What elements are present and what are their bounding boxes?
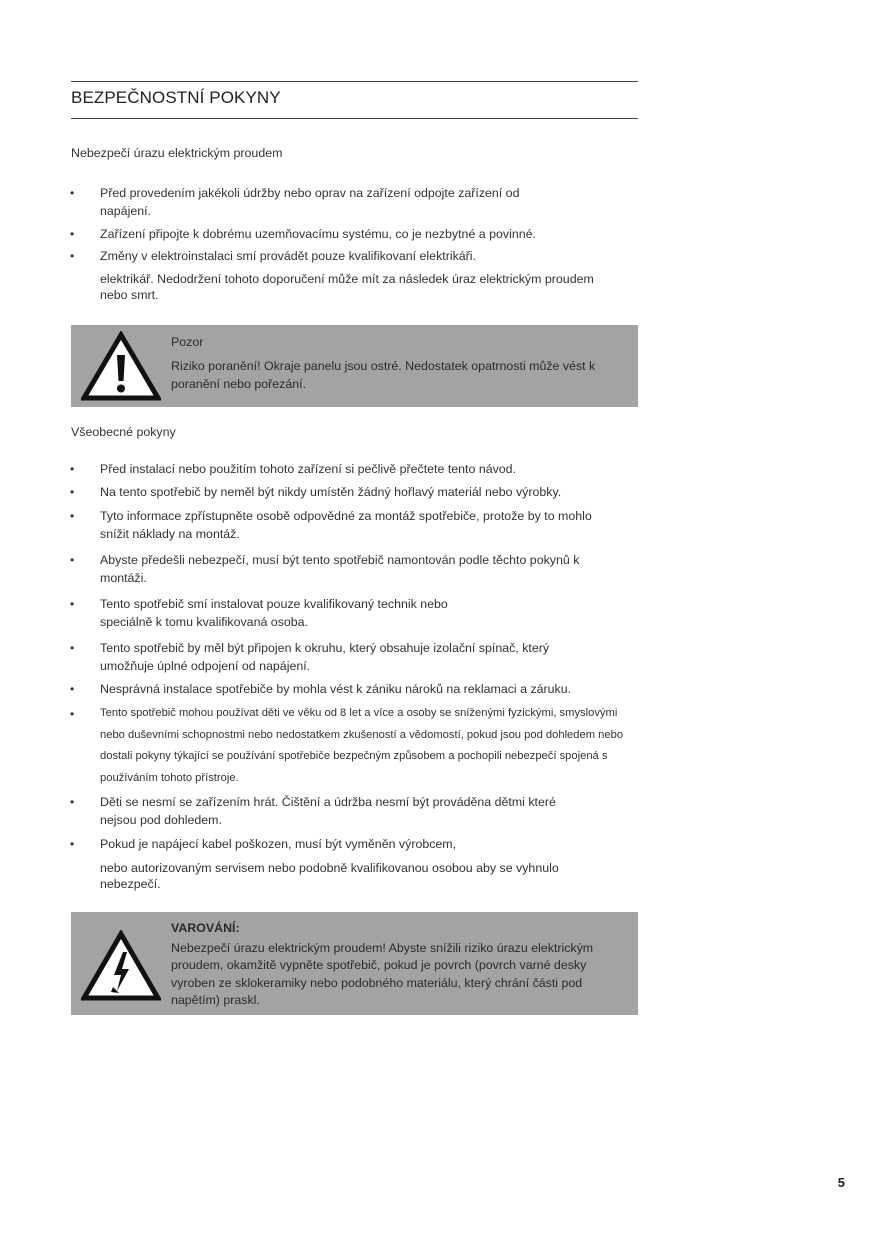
bullet-icon: • bbox=[70, 707, 75, 721]
list-item: Před provedením jakékoli údržby nebo oprav na zařízení odpojte zařízení od napájení. bbox=[100, 186, 520, 218]
page-title: BEZPEČNOSTNÍ POKYNY bbox=[71, 88, 281, 107]
list-item: Změny v elektroinstalaci smí provádět pouze kvalifikovaní elektrikáři. bbox=[100, 249, 477, 263]
caution-text: Riziko poranění! Okraje panelu jsou ostré. Nedostatek opatrnosti může vést k poranění nebo pořezání. bbox=[171, 359, 596, 391]
bullet-icon: • bbox=[70, 227, 75, 241]
list-item: Tento spotřebič mohou používat děti ve věku od 8 let a více a osoby se sníženými fyzickými, smyslovými nebo duševními schopnostmi nebo nedostatkem zkušeností a vědomostí, pokud jsou pod dohledem nebo dostali pokyny týkající se používání spotřebiče bezpečným způsobem a pochopili nebezpečí spojená s používáním tohoto přístroje. bbox=[100, 707, 624, 784]
list-item: Tento spotřebič smí instalovat pouze kvalifikovaný technik nebo speciálně k tomu kvalifikovaná osoba. bbox=[100, 597, 448, 629]
caution-box bbox=[71, 325, 638, 407]
list-item: Na tento spotřebič by neměl být nikdy umístěn žádný hořlavý materiál nebo výrobky. bbox=[100, 485, 562, 499]
bullet-icon: • bbox=[70, 597, 75, 611]
list-item: Děti se nesmí se zařízením hrát. Čištění a údržba nesmí být prováděna dětmi které nejsou pod dohledem. bbox=[100, 795, 556, 827]
list-continuation: nebo autorizovaným servisem nebo podobně kvalifikovanou osobou aby se vyhnulo nebezpečí. bbox=[100, 861, 559, 891]
caution-heading: Pozor bbox=[171, 335, 204, 349]
caution-content bbox=[171, 333, 626, 393]
warning-box bbox=[71, 912, 638, 1015]
list-item: Zařízení připojte k dobrému uzemňovacímu systému, co je nezbytné a povinné. bbox=[100, 227, 536, 241]
title-top-rule bbox=[71, 81, 638, 82]
electric-hazard-triangle-icon bbox=[81, 930, 161, 1007]
title-bottom-rule bbox=[71, 118, 638, 119]
warning-content bbox=[171, 920, 626, 1010]
warning-heading: VAROVÁNÍ: bbox=[171, 921, 240, 935]
list-item: Tento spotřebič by měl být připojen k okruhu, který obsahuje izolační spínač, který umožňuje úplné odpojení od napájení. bbox=[100, 641, 550, 673]
bullet-icon: • bbox=[70, 509, 75, 523]
section-heading-general: Všeobecné pokyny bbox=[71, 425, 176, 439]
list-continuation: elektrikář. Nedodržení tohoto doporučení může mít za následek úraz elektrickým proudem nebo smrt. bbox=[100, 272, 594, 302]
section-heading-electric: Nebezpečí úrazu elektrickým proudem bbox=[71, 146, 283, 160]
page-number: 5 bbox=[837, 1175, 845, 1190]
bullet-icon: • bbox=[70, 186, 75, 200]
bullet-icon: • bbox=[70, 485, 75, 499]
bullet-icon: • bbox=[70, 249, 75, 263]
list-item: Abyste předešli nebezpečí, musí být tento spotřebič namontován podle těchto pokynů k montáži. bbox=[100, 553, 580, 585]
exclamation-triangle-icon bbox=[81, 331, 161, 406]
bullet-icon: • bbox=[70, 553, 75, 567]
list-item: Tyto informace zpřístupněte osobě odpovědné za montáž spotřebiče, protože by to mohlo snížit náklady na montáž. bbox=[100, 509, 592, 541]
bullet-icon: • bbox=[70, 837, 75, 851]
warning-text: Nebezpečí úrazu elektrickým proudem! Abyste snížili riziko úrazu elektrickým proudem, okamžitě vypněte spotřebič, pokud je povrch (povrch varné desky vyroben ze sklokeramiky nebo podobného materiálu, který chrání části pod napětím) praskl. bbox=[171, 940, 594, 1007]
list-item: Před instalací nebo použitím tohoto zařízení si pečlivě přečtete tento návod. bbox=[100, 462, 517, 476]
bullet-icon: • bbox=[70, 641, 75, 655]
bullet-icon: • bbox=[70, 795, 75, 809]
bullet-icon: • bbox=[70, 682, 75, 696]
bullet-icon: • bbox=[70, 462, 75, 476]
list-item: Nesprávná instalace spotřebiče by mohla vést k zániku nároků na reklamaci a záruku. bbox=[100, 682, 572, 696]
list-item: Pokud je napájecí kabel poškozen, musí být vyměněn výrobcem, bbox=[100, 837, 457, 851]
